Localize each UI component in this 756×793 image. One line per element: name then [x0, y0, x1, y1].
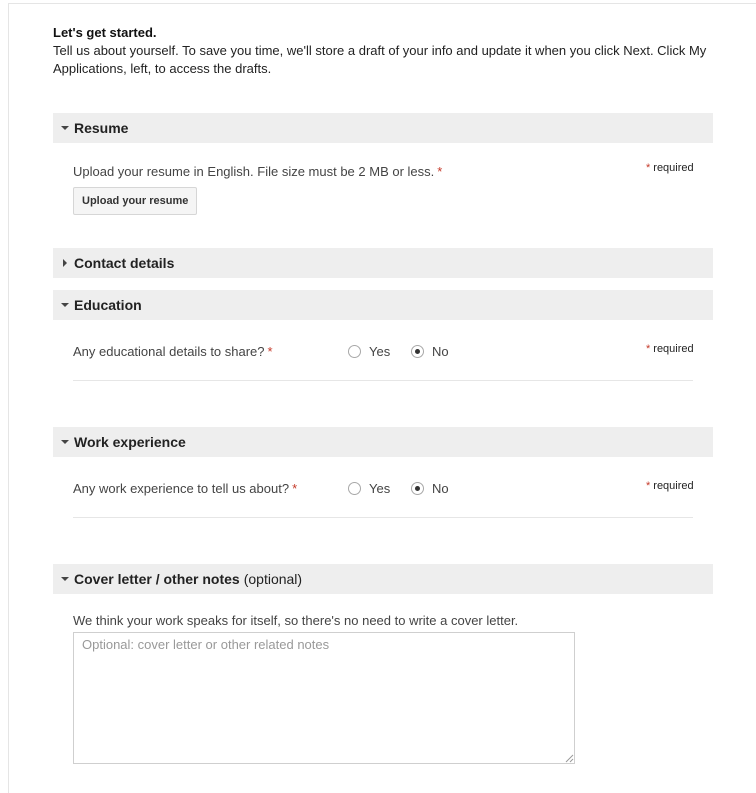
required-note-text: required: [653, 343, 694, 355]
section-title: Cover letter / other notes: [74, 571, 240, 587]
radio-checked-icon[interactable]: [411, 482, 424, 495]
caret-down-icon: [53, 303, 74, 307]
radio-unchecked-icon[interactable]: [348, 345, 361, 358]
label-text: Upload your resume in English. File size must be 2 MB or less.: [73, 164, 435, 179]
radio-checked-icon[interactable]: [411, 345, 424, 358]
section-title: Education: [74, 297, 142, 313]
radio-unchecked-icon[interactable]: [348, 482, 361, 495]
work-question: [73, 481, 297, 496]
section-header-work[interactable]: [53, 427, 713, 457]
upload-resume-button[interactable]: Upload your resume: [73, 187, 197, 215]
label-text: Any work experience to tell us about?: [73, 481, 290, 496]
required-star: *: [437, 164, 443, 179]
intro-text: Tell us about yourself. To save you time, we'll store a draft of your info and update it when you click Next. Click My Applications, left, to access the drafts.: [53, 43, 707, 76]
option-label: No: [432, 481, 449, 496]
required-star: *: [267, 344, 273, 359]
resize-grip-icon[interactable]: [562, 751, 574, 763]
caret-down-icon: [53, 126, 74, 130]
required-note: [646, 480, 694, 492]
section-header-resume[interactable]: [53, 113, 713, 143]
required-note-text: required: [653, 480, 694, 492]
caret-down-icon: [53, 440, 74, 444]
education-question: [73, 344, 273, 359]
section-header-education[interactable]: [53, 290, 713, 320]
caret-down-icon: [53, 577, 74, 581]
work-yes-option[interactable]: [348, 481, 390, 496]
required-star: *: [646, 343, 651, 355]
optional-tag: (optional): [243, 571, 303, 587]
work-no-option[interactable]: [411, 481, 449, 496]
section-title: Resume: [74, 120, 129, 136]
option-label: Yes: [369, 344, 391, 359]
divider: [73, 517, 693, 518]
label-text: Any educational details to share?: [73, 344, 265, 359]
required-star: *: [646, 162, 651, 174]
option-label: No: [432, 344, 449, 359]
cover-description: We think your work speaks for itself, so there's no need to write a cover letter.: [73, 613, 519, 628]
section-title: Contact details: [74, 255, 175, 271]
section-header-contact[interactable]: [53, 248, 713, 278]
intro-title: Let's get started.: [53, 25, 157, 40]
section-header-cover[interactable]: [53, 564, 713, 594]
option-label: Yes: [369, 481, 391, 496]
education-yes-option[interactable]: [348, 344, 390, 359]
required-star: *: [646, 480, 651, 492]
required-note: [646, 162, 694, 174]
section-title: Work experience: [74, 434, 186, 450]
education-no-option[interactable]: [411, 344, 449, 359]
cover-letter-textarea[interactable]: [73, 632, 575, 764]
required-note-text: required: [653, 162, 694, 174]
required-note: [646, 343, 694, 355]
caret-right-icon: [53, 259, 74, 267]
divider: [73, 380, 693, 381]
required-star: *: [292, 481, 298, 496]
resume-upload-label: [73, 164, 442, 179]
